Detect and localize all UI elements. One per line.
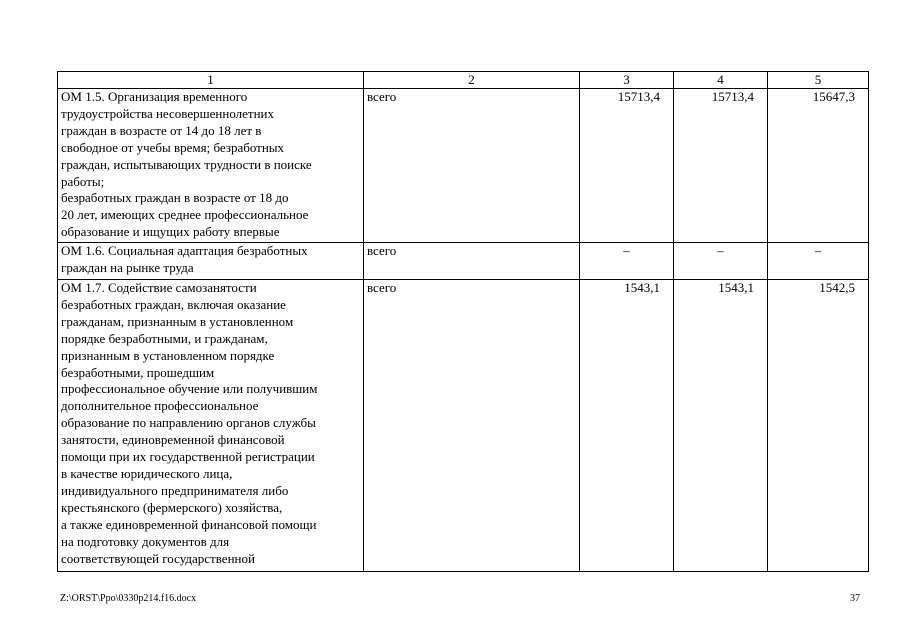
row-value-col5: 1542,5 bbox=[768, 280, 869, 572]
table-row-om-1-6 bbox=[58, 243, 869, 280]
description-line: в качестве юридического лица, bbox=[61, 465, 233, 481]
row-funding-source: всего bbox=[364, 243, 580, 280]
description-line: занятости, единовременной финансовой bbox=[61, 432, 285, 448]
description-line: трудоустройства несовершеннолетних bbox=[61, 105, 275, 121]
description-line: граждан в возрасте от 14 до 18 лет в bbox=[61, 122, 262, 138]
footer-file-path: Z:\ORST\Ppo\0330p214.f16.docx bbox=[60, 593, 197, 604]
description-line: работы; bbox=[61, 173, 105, 189]
row-description bbox=[58, 89, 364, 243]
description-line: признанным в установленном порядке bbox=[61, 347, 275, 363]
description-line: крестьянского (фермерского) хозяйства, bbox=[61, 499, 283, 515]
header-cell-3: 3 bbox=[580, 72, 674, 89]
row-value-col3: 15713,4 bbox=[580, 89, 674, 243]
header-cell-1: 1 bbox=[58, 72, 364, 89]
description-line: ОМ 1.7. Содействие самозанятости bbox=[61, 280, 257, 295]
description-line: гражданам, признанным в установленном bbox=[61, 313, 294, 329]
row-value-col5: – bbox=[768, 243, 869, 280]
description-line: дополнительное профессиональное bbox=[61, 398, 259, 414]
row-funding-source: всего bbox=[364, 89, 580, 243]
description-line: профессиональное обучение или получившим bbox=[61, 381, 318, 397]
row-funding-source: всего bbox=[364, 280, 580, 572]
description-line: порядке безработными, и гражданам, bbox=[61, 330, 268, 346]
description-line: ОМ 1.5. Организация временного bbox=[61, 89, 248, 104]
header-cell-4: 4 bbox=[674, 72, 768, 89]
description-line: безработных граждан в возрасте от 18 до bbox=[61, 190, 289, 206]
row-value-col4: 15713,4 bbox=[674, 89, 768, 243]
description-line: ОМ 1.6. Социальная адаптация безработных bbox=[61, 243, 308, 258]
description-line: на подготовку документов для bbox=[61, 533, 230, 549]
description-line: соответствующей государственной bbox=[61, 550, 255, 566]
row-value-col4: – bbox=[674, 243, 768, 280]
row-description bbox=[58, 243, 364, 280]
description-line: безработных граждан, включая оказание bbox=[61, 296, 286, 312]
description-line: образование по направлению органов службы bbox=[61, 415, 316, 431]
header-cell-2: 2 bbox=[364, 72, 580, 89]
description-line: граждан на рынке труда bbox=[61, 259, 194, 275]
description-line: граждан, испытывающих трудности в поиске bbox=[61, 156, 312, 172]
row-value-col5: 15647,3 bbox=[768, 89, 869, 243]
row-value-col4: 1543,1 bbox=[674, 280, 768, 572]
description-line: образование и ищущих работу впервые bbox=[61, 224, 280, 240]
description-line: индивидуального предпринимателя либо bbox=[61, 482, 289, 498]
row-description bbox=[58, 280, 364, 572]
description-line: свободное от учебы время; безработных bbox=[61, 139, 285, 155]
header-cell-5: 5 bbox=[768, 72, 869, 89]
table-header-row bbox=[58, 72, 869, 89]
description-line: а также единовременной финансовой помощи bbox=[61, 516, 317, 532]
page-number: 37 bbox=[850, 593, 860, 604]
row-value-col3: – bbox=[580, 243, 674, 280]
table-row-om-1-5 bbox=[58, 89, 869, 243]
table-row-om-1-7 bbox=[58, 280, 869, 572]
budget-table bbox=[57, 71, 869, 572]
description-line: безработными, прошедшим bbox=[61, 364, 215, 380]
row-value-col3: 1543,1 bbox=[580, 280, 674, 572]
description-line: 20 лет, имеющих среднее профессиональное bbox=[61, 207, 309, 223]
description-line: помощи при их государственной регистрации bbox=[61, 449, 315, 465]
